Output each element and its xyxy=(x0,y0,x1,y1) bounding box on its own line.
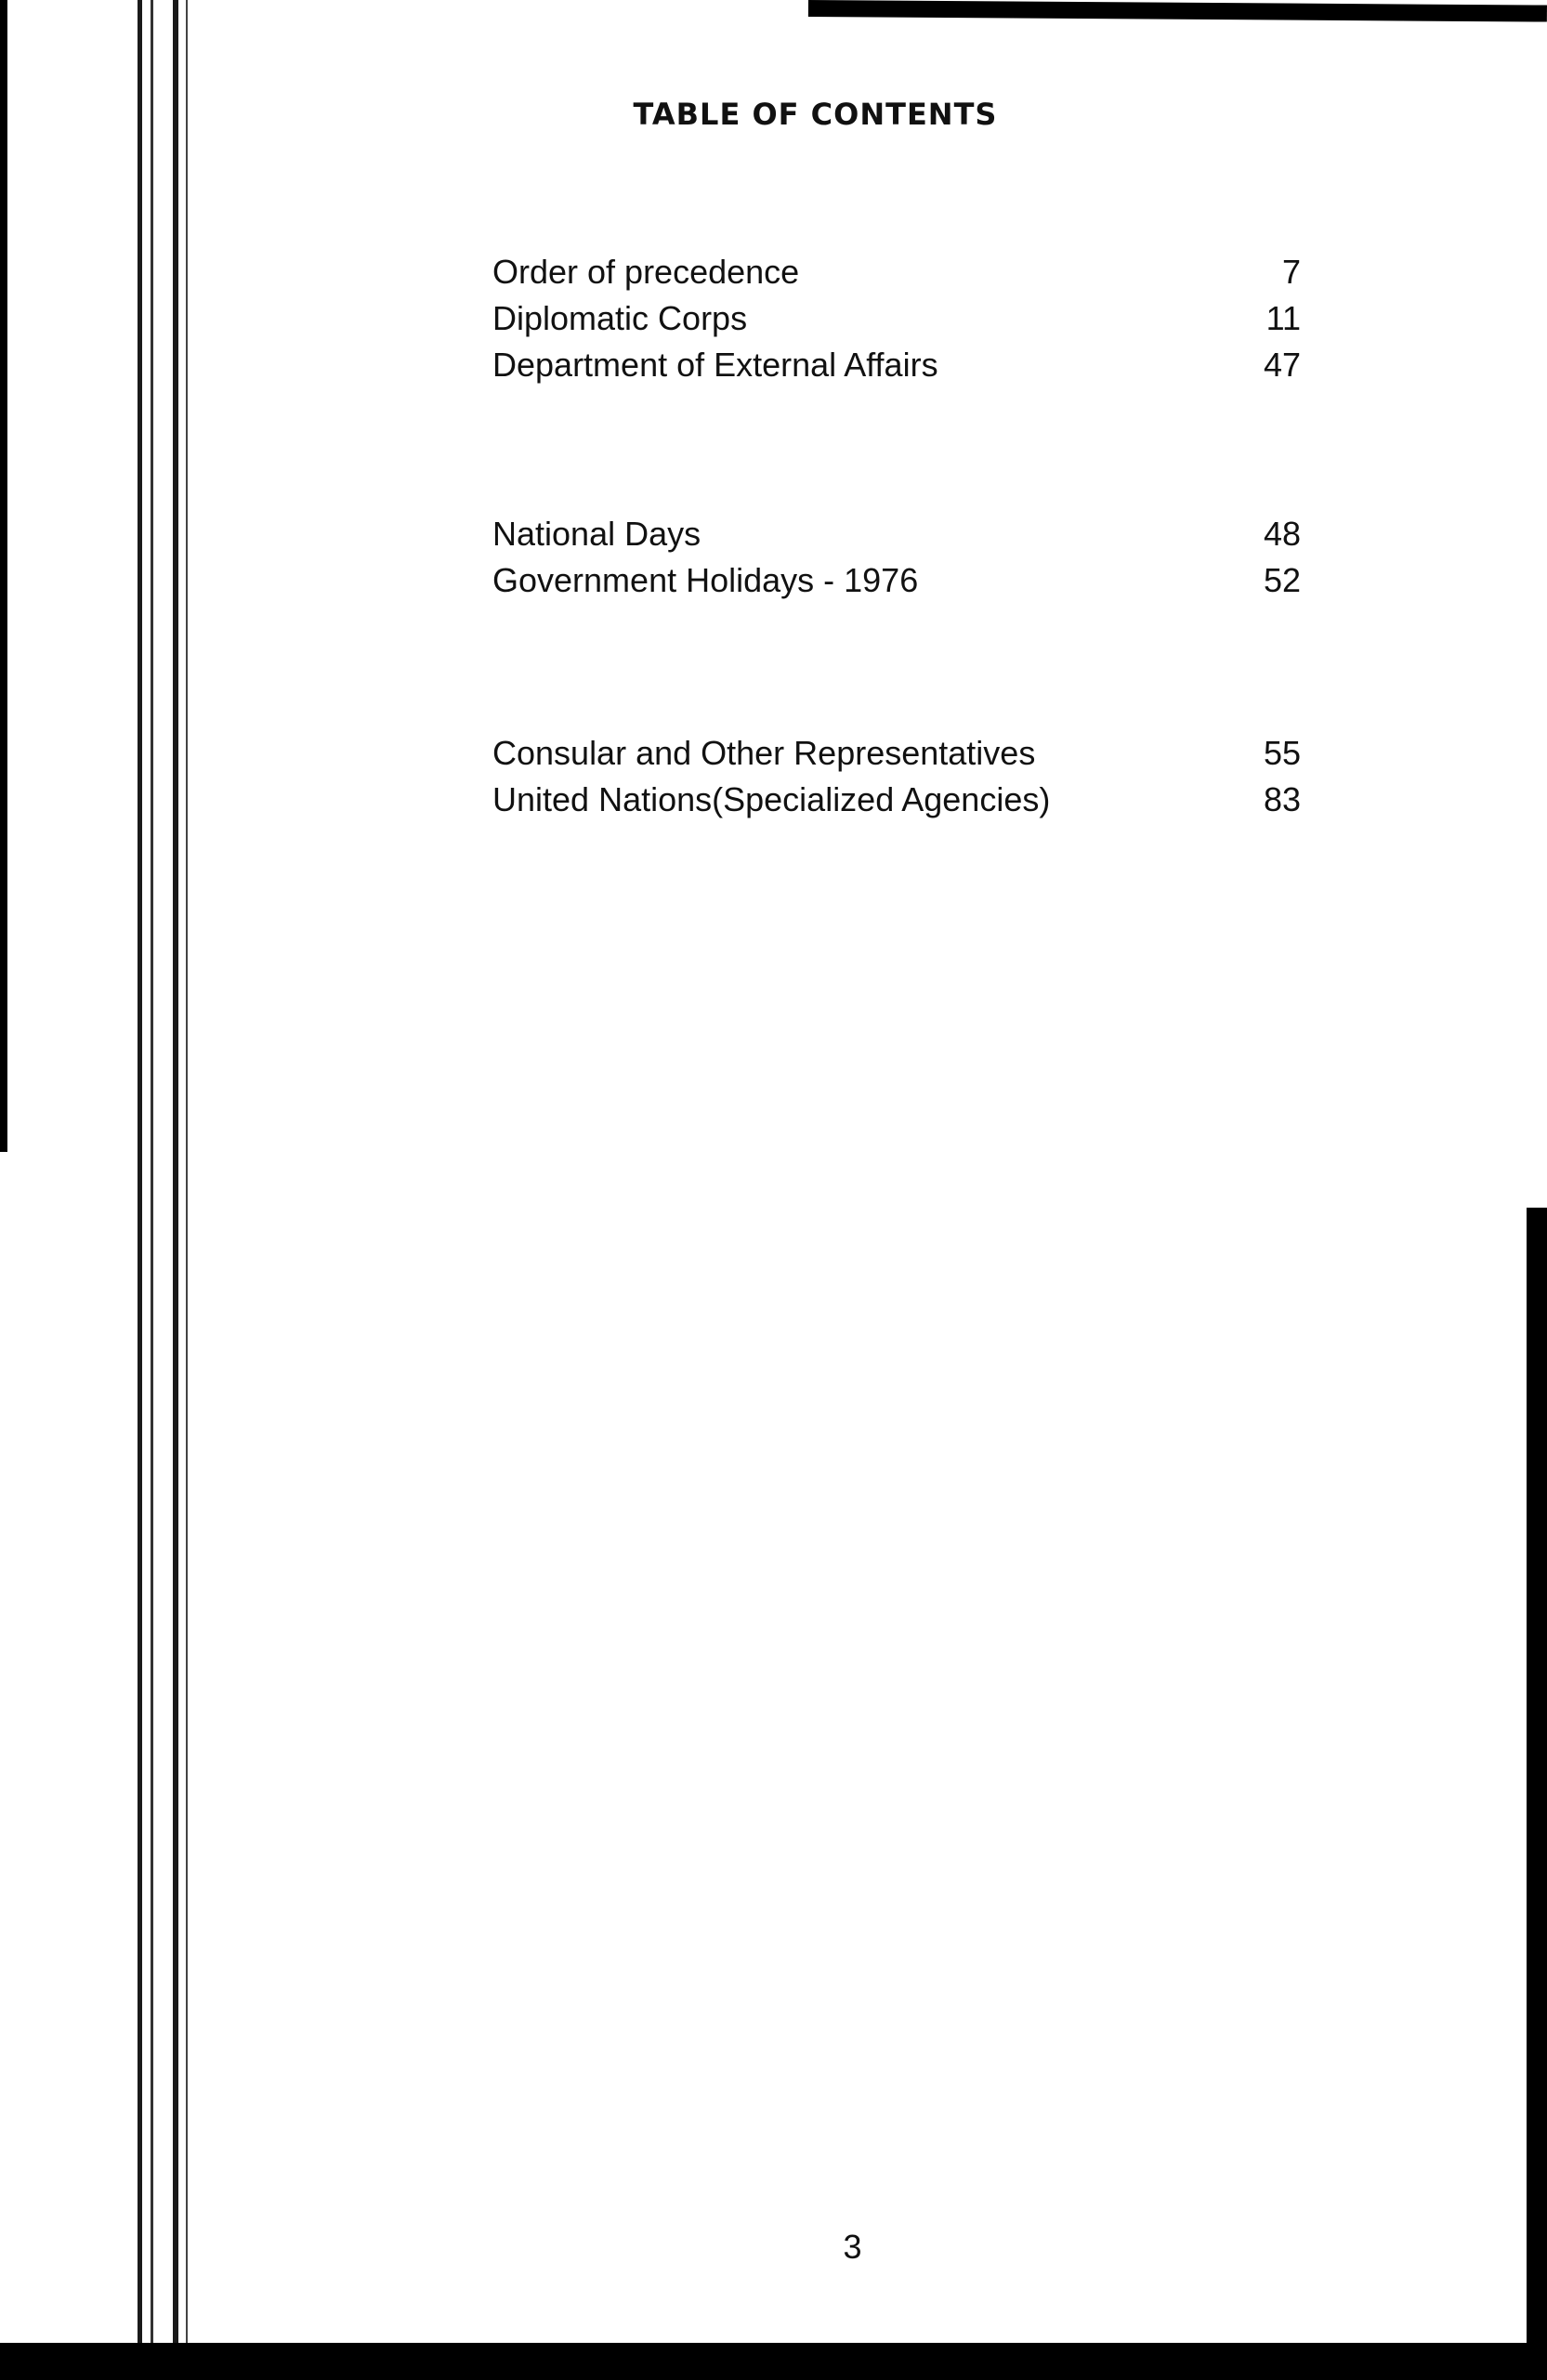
toc-entry-label: Department of External Affairs xyxy=(492,346,938,384)
toc-entry-label: Order of precedence xyxy=(492,253,800,291)
binding-line xyxy=(138,0,142,2380)
toc-row xyxy=(492,295,1301,342)
toc-entry-label: Consular and Other Representatives xyxy=(492,734,1036,772)
toc-page-number: 48 xyxy=(1263,515,1301,553)
toc-entry-label: National Days xyxy=(492,515,701,553)
toc-row xyxy=(492,557,1301,604)
toc-row xyxy=(492,730,1301,777)
binding-line xyxy=(151,0,153,2380)
toc-row xyxy=(492,342,1301,388)
scan-border-left xyxy=(0,0,7,1152)
binding-line xyxy=(173,0,178,2380)
page-footer-number: 3 xyxy=(843,2228,862,2266)
toc-page-number: 7 xyxy=(1281,253,1301,291)
toc-page-number: 52 xyxy=(1263,561,1301,599)
scan-border-bottom-left xyxy=(0,2343,139,2380)
toc-group xyxy=(492,730,1301,823)
scan-border-top xyxy=(808,0,1547,22)
scan-border-right xyxy=(1527,1208,1547,2380)
toc-group xyxy=(492,511,1301,604)
binding-line xyxy=(186,0,188,2380)
page-title: TABLE OF CONTENTS xyxy=(633,97,998,132)
toc-entry-label: United Nations(Specialized Agencies) xyxy=(492,780,1051,818)
toc-row xyxy=(492,777,1301,823)
toc-page-number: 47 xyxy=(1263,346,1301,384)
toc-entry-label: Diplomatic Corps xyxy=(492,299,748,337)
scan-border-bottom xyxy=(139,2343,1547,2380)
toc-group xyxy=(492,249,1301,388)
toc-page-number: 55 xyxy=(1263,734,1301,772)
toc-row xyxy=(492,249,1301,295)
toc-row xyxy=(492,511,1301,557)
toc-page-number: 83 xyxy=(1263,780,1301,818)
toc-page-number: 11 xyxy=(1265,299,1301,337)
toc-entry-label: Government Holidays - 1976 xyxy=(492,561,919,599)
